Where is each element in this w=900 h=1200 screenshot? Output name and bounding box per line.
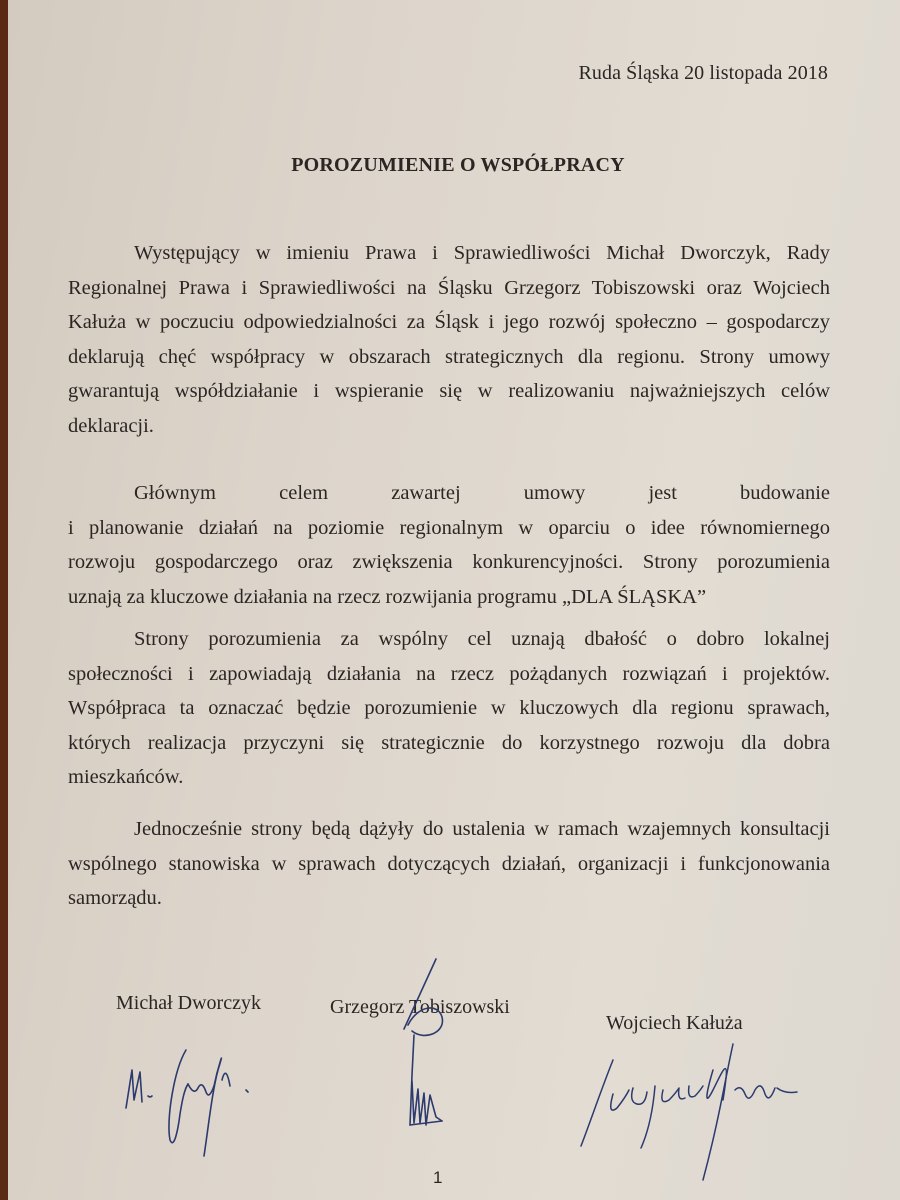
word: jest [648, 482, 677, 504]
document-page [8, 0, 900, 1200]
paragraph-line: i planowanie działań na poziomie regionalnym w oparciu o idee równomiernego [68, 516, 830, 539]
paragraph-line: uznają za kluczowe działania na rzecz rozwijania programu „DLA ŚLĄSKA” [68, 585, 707, 608]
paragraph-line: samorządu. [68, 887, 162, 909]
document-title: POROZUMIENIE O WSPÓŁPRACY [291, 154, 625, 176]
paragraph-line: Jednocześnie strony będą dążyły do ustalenia w ramach wzajemnych konsultacji [134, 818, 830, 840]
signatory-name-dworczyk: Michał Dworczyk [116, 992, 261, 1014]
word: zawartej [391, 482, 461, 504]
paragraph-line: Regionalnej Prawa i Sprawiedliwości na Śląsku Grzegorz Tobiszowski oraz Wojciech [68, 276, 830, 299]
paragraph-4 [68, 812, 830, 916]
place-date: Ruda Śląska 20 listopada 2018 [578, 62, 828, 84]
word: budowanie [740, 482, 830, 504]
paragraph-line: Kałuża w poczuciu odpowiedzialności za Śląsk i jego rozwój społeczno – gospodarczy [68, 311, 830, 333]
paragraph-2 [68, 476, 830, 614]
paragraph-1 [68, 236, 830, 443]
paragraph-line [68, 476, 830, 511]
paragraph-line: rozwoju gospodarczego oraz zwiększenia konkurencyjności. Strony porozumienia [68, 551, 830, 573]
signature-dworczyk [108, 1030, 278, 1170]
paragraph-line: społeczności i zapowiadają działania na rzecz pożądanych rozwiązań i projektów. [68, 662, 830, 685]
paragraph-line: deklaracji. [68, 414, 154, 437]
paragraph-line: Strony porozumienia za wspólny cel uznają dbałość o dobro lokalnej [134, 628, 830, 650]
word: celem [279, 482, 329, 504]
word: Głównym [134, 482, 216, 504]
paragraph-line: Występujący w imieniu Prawa i Sprawiedliwości Michał Dworczyk, Rady [134, 242, 830, 264]
word: umowy [523, 482, 586, 504]
signature-tobiszowski [368, 955, 478, 1155]
paragraph-line: gwarantują współdziałanie i wspieranie się w realizowaniu najważniejszych celów [68, 380, 830, 402]
paragraph-line: mieszkańców. [68, 766, 184, 788]
paragraph-line: wspólnego stanowiska w sprawach dotyczących działań, organizacji i funkcjonowania [68, 852, 830, 875]
paragraph-3 [68, 622, 830, 795]
paragraph-line: deklarują chęć współpracy w obszarach strategicznych dla regionu. Strony umowy [68, 345, 830, 368]
signatory-name-kaluza: Wojciech Kałuża [606, 1012, 743, 1034]
signatory-name-tobiszowski: Grzegorz Tobiszowski [330, 996, 510, 1018]
paragraph-line: Współpraca ta oznaczać będzie porozumienie w kluczowych dla regionu sprawach, [68, 697, 830, 719]
paragraph-line: których realizacja przyczyni się strategicznie do korzystnego rozwoju dla dobra [68, 731, 830, 754]
signature-kaluza [563, 1030, 833, 1190]
page-number: 1 [433, 1168, 443, 1187]
